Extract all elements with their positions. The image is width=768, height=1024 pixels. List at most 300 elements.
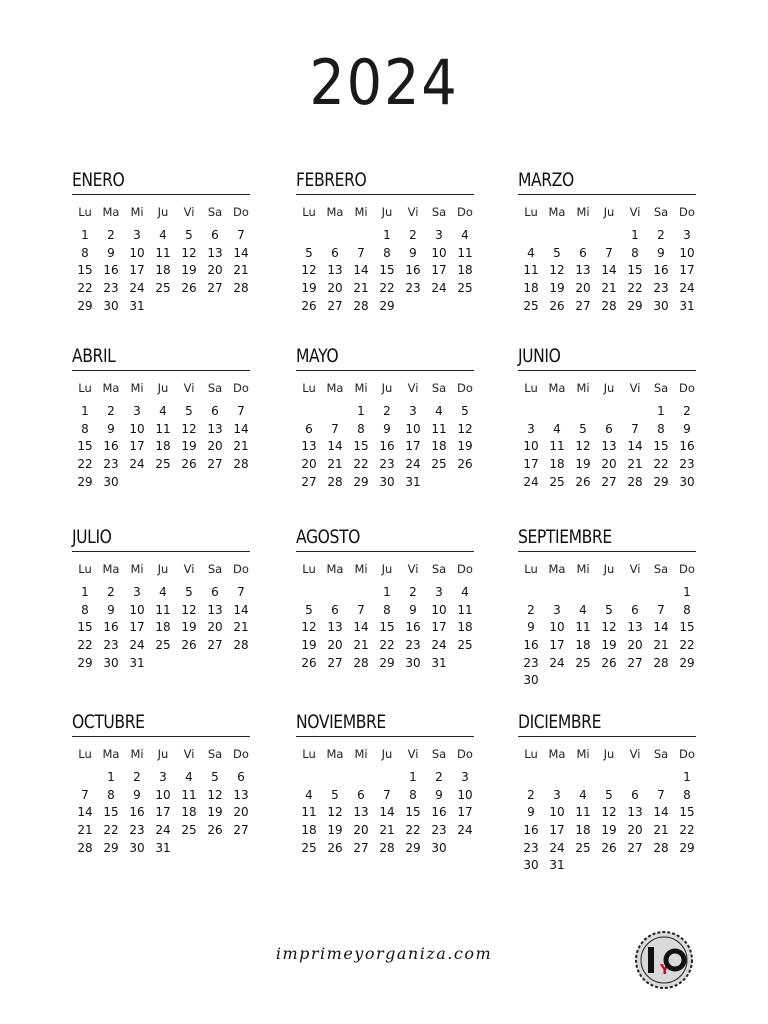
day-cell: 25 [575,840,591,855]
month-divider [72,736,250,737]
day-cell: 7 [657,602,665,617]
day-cell: 4 [527,245,535,260]
weekday-label: Ma [548,562,566,576]
month-agosto [296,525,478,672]
logo-letter-y: Y [660,963,670,978]
day-cell: 12 [301,620,317,635]
day-cell: 15 [103,805,119,820]
weekday-label: Sa [431,562,447,576]
day-cell: 13 [327,263,343,278]
day-cell: 13 [233,787,249,802]
weekday-label: Do [679,747,695,761]
weekday-label: Lu [78,205,92,219]
month-days-grid [296,203,478,315]
day-cell: 14 [379,805,395,820]
day-cell: 2 [409,228,417,242]
day-cell: 22 [679,638,695,653]
day-cell: 16 [103,263,119,278]
day-cell: 21 [233,439,249,454]
day-cell: 5 [461,404,469,418]
day-cell: 16 [103,439,119,454]
day-cell: 11 [457,602,473,617]
empty-cell [296,227,322,245]
weekday-label: Vi [407,747,419,761]
day-cell: 22 [653,457,669,472]
empty-cell [348,584,374,602]
day-cell: 16 [523,638,539,653]
day-cell: 26 [575,474,591,489]
day-cell: 22 [379,281,395,296]
day-cell: 24 [405,457,421,472]
day-cell: 27 [233,823,249,838]
weekday-label: Lu [302,562,316,576]
day-cell: 31 [549,858,565,873]
day-cell: 12 [181,245,197,260]
day-cell: 1 [81,228,89,242]
weekday-label: Vi [183,747,195,761]
weekday-label: Sa [207,205,223,219]
day-cell: 25 [155,457,171,472]
day-cell: 25 [575,655,591,670]
month-title: AGOSTO [296,526,360,548]
day-cell: 26 [181,457,197,472]
day-cell: 18 [181,805,197,820]
empty-cell [296,769,322,787]
day-cell: 29 [77,474,93,489]
weekday-label: Vi [629,381,641,395]
empty-cell [518,227,544,245]
month-divider [296,736,474,737]
weekday-label: Ju [157,562,169,576]
weekday-label: Sa [653,747,669,761]
day-cell: 27 [601,474,617,489]
month-title: JUNIO [518,345,561,367]
weekday-label: Ma [548,381,566,395]
month-days-grid [518,203,700,315]
day-cell: 7 [331,421,339,436]
day-cell: 1 [657,404,665,418]
day-cell: 17 [129,439,145,454]
day-cell: 11 [301,805,317,820]
day-cell: 26 [181,281,197,296]
day-cell: 7 [237,228,245,242]
day-cell: 30 [405,655,421,670]
weekday-label: Lu [524,747,538,761]
day-cell: 1 [383,228,391,242]
day-cell: 12 [207,787,223,802]
day-cell: 18 [431,439,447,454]
weekday-label: Sa [431,381,447,395]
day-cell: 13 [353,805,369,820]
day-cell: 22 [679,823,695,838]
day-cell: 5 [605,787,613,802]
day-cell: 3 [133,228,141,242]
day-cell: 3 [409,404,417,418]
day-cell: 6 [357,787,365,802]
month-enero [72,168,254,315]
weekday-label: Mi [576,205,590,219]
day-cell: 25 [431,457,447,472]
day-cell: 2 [383,404,391,418]
day-cell: 24 [549,655,565,670]
day-cell: 23 [679,457,695,472]
weekday-label: Ma [548,205,566,219]
day-cell: 3 [527,421,535,436]
day-cell: 2 [435,770,443,784]
day-cell: 11 [181,787,197,802]
day-cell: 8 [409,787,417,802]
weekday-label: Ju [603,747,615,761]
day-cell: 7 [605,245,613,260]
day-cell: 1 [631,228,639,242]
month-divider [296,370,474,371]
month-divider [518,194,696,195]
empty-cell [518,403,544,421]
day-cell: 8 [383,602,391,617]
day-cell: 11 [155,602,171,617]
month-title: ABRIL [72,345,116,367]
weekday-label: Ma [102,205,120,219]
day-cell: 21 [601,281,617,296]
month-title: ENERO [72,169,125,191]
day-cell: 29 [353,474,369,489]
weekday-label: Do [457,747,473,761]
day-cell: 20 [327,638,343,653]
weekday-label: Ma [102,747,120,761]
month-days-grid [72,379,254,491]
weekday-label: Do [233,747,249,761]
day-cell: 2 [107,404,115,418]
day-cell: 29 [627,298,643,313]
day-cell: 17 [523,457,539,472]
day-cell: 23 [129,823,145,838]
weekday-label: Lu [302,381,316,395]
day-cell: 27 [301,474,317,489]
day-cell: 4 [305,787,313,802]
weekday-label: Vi [629,747,641,761]
day-cell: 4 [461,228,469,242]
day-cell: 2 [133,770,141,784]
month-octubre [72,710,254,857]
weekday-label: Lu [78,747,92,761]
weekday-label: Mi [354,205,368,219]
day-cell: 19 [457,439,473,454]
month-divider [72,194,250,195]
day-cell: 3 [553,787,561,802]
month-abril [72,344,254,491]
day-cell: 12 [301,263,317,278]
day-cell: 20 [207,620,223,635]
day-cell: 30 [679,474,695,489]
day-cell: 28 [653,840,669,855]
day-cell: 1 [81,585,89,599]
weekday-label: Ju [603,205,615,219]
weekday-label: Lu [524,562,538,576]
day-cell: 13 [627,620,643,635]
weekday-label: Vi [183,381,195,395]
month-title: DICIEMBRE [518,711,602,733]
weekday-label: Vi [629,205,641,219]
weekday-label: Mi [576,381,590,395]
month-marzo [518,168,700,315]
weekday-label: Sa [431,747,447,761]
day-cell: 10 [679,245,695,260]
day-cell: 13 [207,245,223,260]
day-cell: 31 [155,840,171,855]
day-cell: 25 [301,840,317,855]
day-cell: 4 [435,404,443,418]
weekday-label: Vi [407,205,419,219]
day-cell: 6 [579,245,587,260]
weekday-label: Ma [548,747,566,761]
day-cell: 12 [327,805,343,820]
weekday-label: Mi [130,562,144,576]
day-cell: 11 [523,263,539,278]
day-cell: 9 [435,787,443,802]
day-cell: 4 [579,602,587,617]
day-cell: 25 [457,281,473,296]
day-cell: 22 [77,281,93,296]
day-cell: 16 [405,620,421,635]
day-cell: 19 [575,457,591,472]
day-cell: 15 [77,620,93,635]
day-cell: 14 [601,263,617,278]
page-title: 2024 [309,46,459,119]
day-cell: 17 [431,620,447,635]
day-cell: 19 [549,281,565,296]
day-cell: 22 [77,457,93,472]
day-cell: 26 [601,655,617,670]
day-cell: 7 [357,602,365,617]
weekday-label: Mi [354,381,368,395]
weekday-label: Sa [653,381,669,395]
day-cell: 17 [129,620,145,635]
day-cell: 20 [353,823,369,838]
day-cell: 6 [631,787,639,802]
empty-cell [322,584,348,602]
day-cell: 23 [405,281,421,296]
day-cell: 7 [631,421,639,436]
empty-cell [322,769,348,787]
day-cell: 29 [77,298,93,313]
empty-cell [518,769,544,787]
day-cell: 27 [627,840,643,855]
day-cell: 28 [653,655,669,670]
day-cell: 6 [237,770,245,784]
day-cell: 9 [657,245,665,260]
day-cell: 6 [211,404,219,418]
month-divider [296,194,474,195]
day-cell: 2 [409,585,417,599]
day-cell: 9 [107,245,115,260]
empty-cell [570,403,596,421]
day-cell: 1 [81,404,89,418]
day-cell: 13 [327,620,343,635]
weekday-label: Mi [354,562,368,576]
day-cell: 12 [457,421,473,436]
month-title: MAYO [296,345,339,367]
day-cell: 26 [327,840,343,855]
month-days-grid [518,745,700,875]
day-cell: 10 [405,421,421,436]
day-cell: 17 [457,805,473,820]
weekday-label: Vi [407,381,419,395]
day-cell: 6 [631,602,639,617]
day-cell: 19 [181,263,197,278]
day-cell: 19 [181,620,197,635]
day-cell: 15 [679,805,695,820]
month-title: JULIO [72,526,112,548]
day-cell: 10 [155,787,171,802]
day-cell: 20 [207,439,223,454]
weekday-label: Ma [326,381,344,395]
empty-cell [596,769,622,787]
day-cell: 21 [233,620,249,635]
day-cell: 8 [631,245,639,260]
day-cell: 20 [327,281,343,296]
day-cell: 16 [679,439,695,454]
day-cell: 15 [653,439,669,454]
empty-cell [596,584,622,602]
weekday-label: Sa [653,205,669,219]
day-cell: 19 [601,638,617,653]
day-cell: 21 [353,281,369,296]
day-cell: 29 [103,840,119,855]
day-cell: 26 [457,457,473,472]
day-cell: 22 [353,457,369,472]
day-cell: 5 [331,787,339,802]
day-cell: 17 [155,805,171,820]
weekday-label: Ma [326,562,344,576]
day-cell: 19 [327,823,343,838]
day-cell: 11 [457,245,473,260]
day-cell: 30 [431,840,447,855]
weekday-label: Do [457,205,473,219]
day-cell: 7 [357,245,365,260]
day-cell: 8 [383,245,391,260]
day-cell: 28 [233,638,249,653]
weekday-label: Ma [102,381,120,395]
day-cell: 8 [683,787,691,802]
day-cell: 12 [601,620,617,635]
day-cell: 21 [379,823,395,838]
day-cell: 23 [431,823,447,838]
day-cell: 3 [159,770,167,784]
day-cell: 16 [129,805,145,820]
day-cell: 12 [181,421,197,436]
day-cell: 30 [103,655,119,670]
weekday-label: Lu [302,747,316,761]
weekday-label: Do [679,381,695,395]
day-cell: 3 [133,585,141,599]
day-cell: 19 [601,823,617,838]
empty-cell [648,584,674,602]
weekday-label: Ju [157,205,169,219]
empty-cell [296,403,322,421]
day-cell: 18 [155,439,171,454]
day-cell: 15 [379,263,395,278]
day-cell: 1 [107,770,115,784]
day-cell: 31 [129,298,145,313]
day-cell: 23 [103,281,119,296]
day-cell: 3 [461,770,469,784]
day-cell: 26 [601,840,617,855]
weekday-label: Mi [130,205,144,219]
day-cell: 23 [379,457,395,472]
day-cell: 23 [103,457,119,472]
day-cell: 29 [679,840,695,855]
day-cell: 7 [383,787,391,802]
day-cell: 6 [211,585,219,599]
day-cell: 17 [431,263,447,278]
day-cell: 14 [233,245,249,260]
day-cell: 18 [549,457,565,472]
month-days-grid [518,560,700,690]
day-cell: 9 [527,805,535,820]
weekday-label: Vi [407,562,419,576]
day-cell: 24 [457,823,473,838]
month-title: OCTUBRE [72,711,145,733]
day-cell: 28 [233,281,249,296]
empty-cell [348,227,374,245]
weekday-label: Do [679,205,695,219]
day-cell: 4 [579,787,587,802]
day-cell: 14 [653,620,669,635]
day-cell: 29 [379,655,395,670]
month-days-grid [72,745,254,857]
empty-cell [296,584,322,602]
day-cell: 9 [409,602,417,617]
day-cell: 20 [627,638,643,653]
day-cell: 17 [679,263,695,278]
weekday-label: Ma [326,205,344,219]
day-cell: 1 [357,404,365,418]
empty-cell [544,403,570,421]
month-days-grid [296,745,478,857]
weekday-label: Do [233,205,249,219]
day-cell: 5 [579,421,587,436]
day-cell: 2 [527,787,535,802]
weekday-label: Vi [183,205,195,219]
month-divider [518,551,696,552]
empty-cell [622,584,648,602]
empty-cell [648,769,674,787]
day-cell: 27 [207,281,223,296]
day-cell: 4 [185,770,193,784]
month-days-grid [518,379,700,491]
day-cell: 9 [107,602,115,617]
day-cell: 8 [357,421,365,436]
empty-cell [72,769,98,787]
day-cell: 15 [379,620,395,635]
day-cell: 13 [627,805,643,820]
month-days-grid [72,560,254,672]
day-cell: 28 [327,474,343,489]
empty-cell [518,584,544,602]
day-cell: 7 [657,787,665,802]
day-cell: 2 [527,602,535,617]
day-cell: 13 [301,439,317,454]
day-cell: 24 [523,474,539,489]
day-cell: 10 [129,602,145,617]
weekday-label: Sa [431,205,447,219]
day-cell: 27 [207,638,223,653]
empty-cell [596,403,622,421]
day-cell: 21 [627,457,643,472]
day-cell: 30 [523,858,539,873]
weekday-label: Do [679,562,695,576]
day-cell: 12 [549,263,565,278]
